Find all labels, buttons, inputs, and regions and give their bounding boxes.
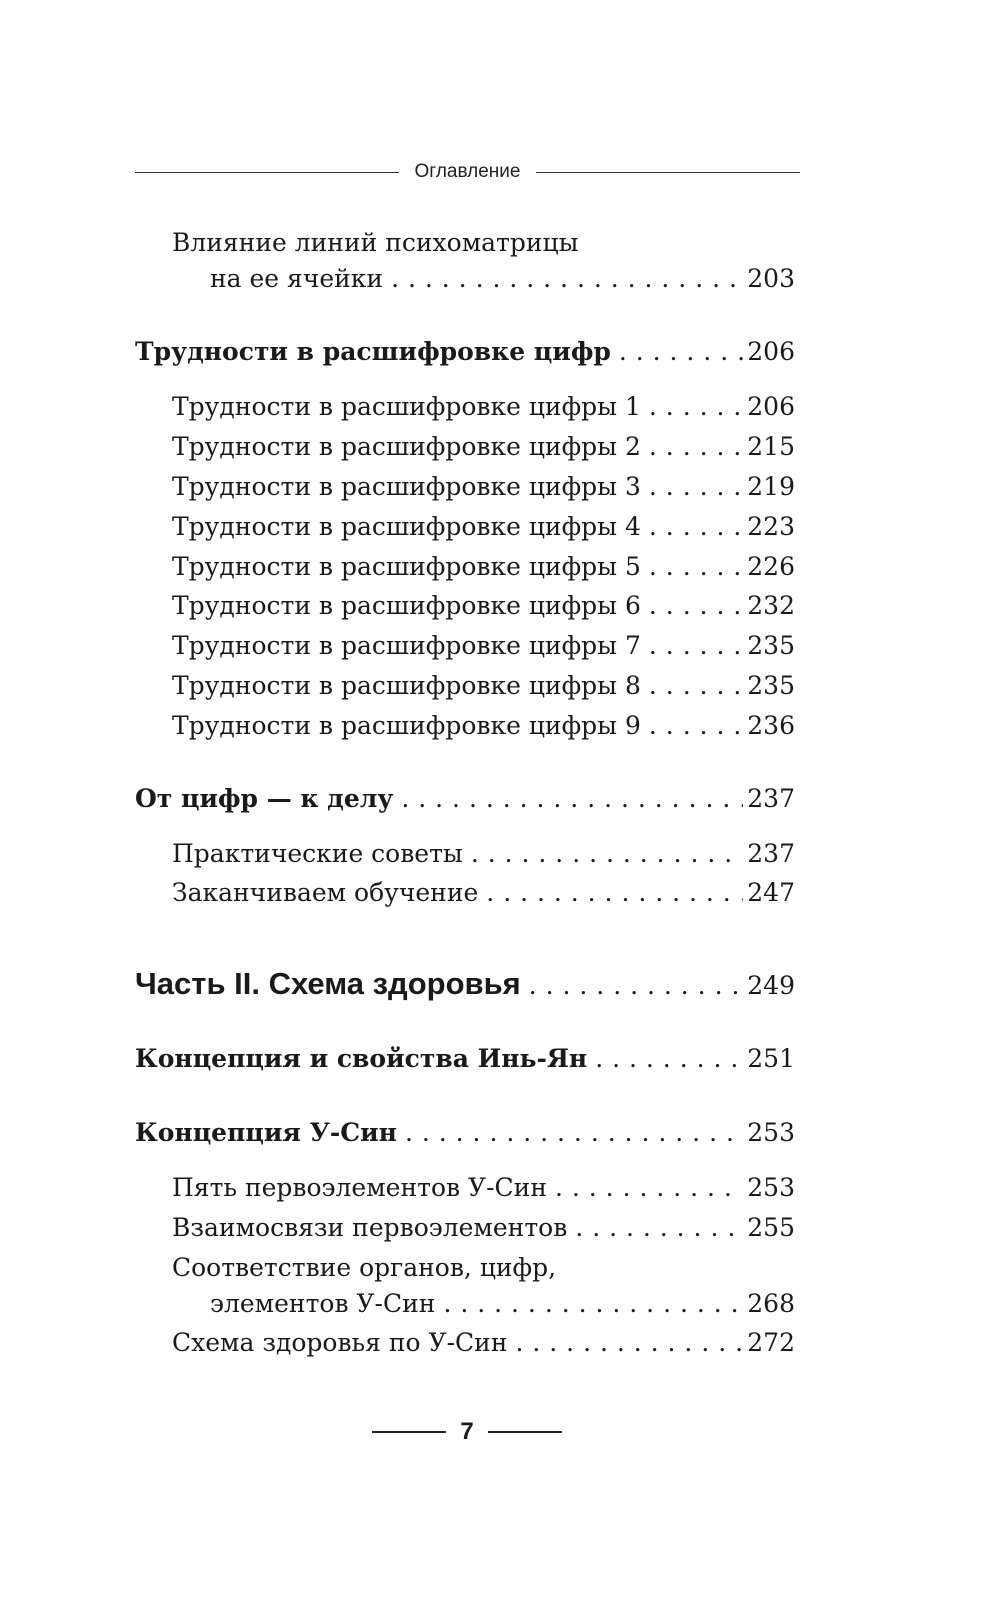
toc-page-number: 251 — [747, 1044, 795, 1073]
toc-page-number: 215 — [747, 432, 795, 461]
dot-leader — [575, 1211, 743, 1245]
footer-rule-right — [488, 1431, 562, 1433]
toc-page-number: 223 — [747, 512, 795, 541]
toc-page-number: 237 — [747, 784, 795, 813]
dot-leader — [649, 629, 743, 663]
toc-section — [135, 1042, 795, 1076]
toc-entry — [210, 262, 795, 296]
toc-entry — [172, 510, 795, 544]
dot-leader — [649, 550, 743, 584]
footer-rule-left — [372, 1431, 446, 1433]
toc-entry-title: Концепция У-Син — [135, 1118, 397, 1147]
dot-leader — [443, 1287, 743, 1321]
toc-page-number: 268 — [747, 1289, 795, 1318]
toc-entry-title: Трудности в расшифровке цифры 6 — [172, 591, 641, 620]
dot-leader — [391, 262, 743, 296]
toc-entry — [172, 709, 795, 743]
dot-leader — [486, 876, 743, 910]
dot-leader — [595, 1042, 743, 1076]
toc-entry — [172, 669, 795, 703]
running-header-title: Оглавление — [414, 161, 521, 182]
page-footer — [372, 1418, 562, 1446]
dot-leader — [529, 966, 744, 1006]
toc-entry-title: Трудности в расшифровке цифры 8 — [172, 671, 641, 700]
page-number: 7 — [460, 1418, 474, 1445]
toc-entry — [172, 837, 795, 871]
toc-entry-title: Трудности в расшифровке цифры 2 — [172, 432, 641, 461]
toc-entry — [172, 629, 795, 663]
toc-entry-title: Трудности в расшифровке цифры 9 — [172, 711, 641, 740]
toc-page-number: 206 — [747, 392, 795, 421]
toc-entry — [172, 876, 795, 910]
toc-page-number: 249 — [747, 971, 795, 1000]
toc-entry — [172, 589, 795, 623]
toc-entry-title: на ее ячейки — [210, 264, 384, 293]
toc-page-number: 236 — [747, 711, 795, 740]
toc-section — [135, 1116, 795, 1150]
toc-page-number: 226 — [747, 552, 795, 581]
toc-entry-title: элементов У-Син — [210, 1289, 436, 1318]
header-rule-left — [135, 172, 399, 173]
dot-leader — [649, 589, 743, 623]
running-header — [135, 160, 800, 184]
toc-page-number: 219 — [747, 472, 795, 501]
dot-leader — [405, 1116, 743, 1150]
toc-page-number: 253 — [747, 1118, 795, 1147]
toc-entry — [172, 430, 795, 464]
toc-entry-title-line1: Влияние линий психоматрицы — [172, 228, 579, 257]
toc-entry-title: Заканчиваем обучение — [172, 878, 479, 907]
toc-page-number: 253 — [747, 1173, 795, 1202]
toc-entry — [210, 1287, 795, 1321]
toc-entry-title: Трудности в расшифровке цифры 7 — [172, 631, 641, 660]
toc-entry-title: Трудности в расшифровке цифры 3 — [172, 472, 641, 501]
dot-leader — [649, 470, 743, 504]
toc-entry — [172, 1326, 795, 1360]
toc-page-number: 232 — [747, 591, 795, 620]
toc-page-number: 235 — [747, 671, 795, 700]
toc-entry-title: Пять первоэлементов У-Син — [172, 1173, 547, 1202]
toc-part-title: Часть II. Схема здоровья — [135, 966, 521, 1001]
toc-entry — [172, 550, 795, 584]
toc-entry — [172, 1211, 795, 1245]
toc-page-number: 247 — [747, 878, 795, 907]
toc-entry-title: Схема здоровья по У-Син — [172, 1328, 508, 1357]
toc-entry — [172, 470, 795, 504]
toc-section — [135, 335, 795, 369]
toc-entry — [172, 1171, 795, 1205]
toc-page-number: 237 — [747, 839, 795, 868]
dot-leader — [471, 837, 743, 871]
dot-leader — [649, 669, 743, 703]
toc-entry-title: Трудности в расшифровке цифры 1 — [172, 392, 641, 421]
toc-page-number: 203 — [747, 264, 795, 293]
toc-entry-title-line1: Соответствие органов, цифр, — [172, 1253, 557, 1282]
toc-page-number: 206 — [747, 337, 795, 366]
toc-entry-title: Взаимосвязи первоэлементов — [172, 1213, 568, 1242]
toc-entry-title: Практические советы — [172, 839, 463, 868]
toc-entry-title: Трудности в расшифровке цифры 5 — [172, 552, 641, 581]
toc-section — [135, 782, 795, 816]
toc-part — [135, 964, 795, 1006]
toc-entry-title: Трудности в расшифровке цифр — [135, 337, 611, 366]
header-rule-right — [536, 172, 800, 173]
toc-entry — [172, 390, 795, 424]
dot-leader — [619, 335, 743, 369]
dot-leader — [555, 1171, 743, 1205]
dot-leader — [649, 390, 743, 424]
toc-entry-title: От цифр — к делу — [135, 784, 394, 813]
dot-leader — [516, 1326, 744, 1360]
dot-leader — [649, 709, 743, 743]
toc-page-number: 235 — [747, 631, 795, 660]
dot-leader — [649, 510, 743, 544]
toc-page-number: 272 — [747, 1328, 795, 1357]
toc-page-number: 255 — [747, 1213, 795, 1242]
toc-entry-title: Концепция и свойства Инь-Ян — [135, 1044, 588, 1073]
dot-leader — [401, 782, 743, 816]
dot-leader — [649, 430, 743, 464]
toc-entry-title: Трудности в расшифровке цифры 4 — [172, 512, 641, 541]
